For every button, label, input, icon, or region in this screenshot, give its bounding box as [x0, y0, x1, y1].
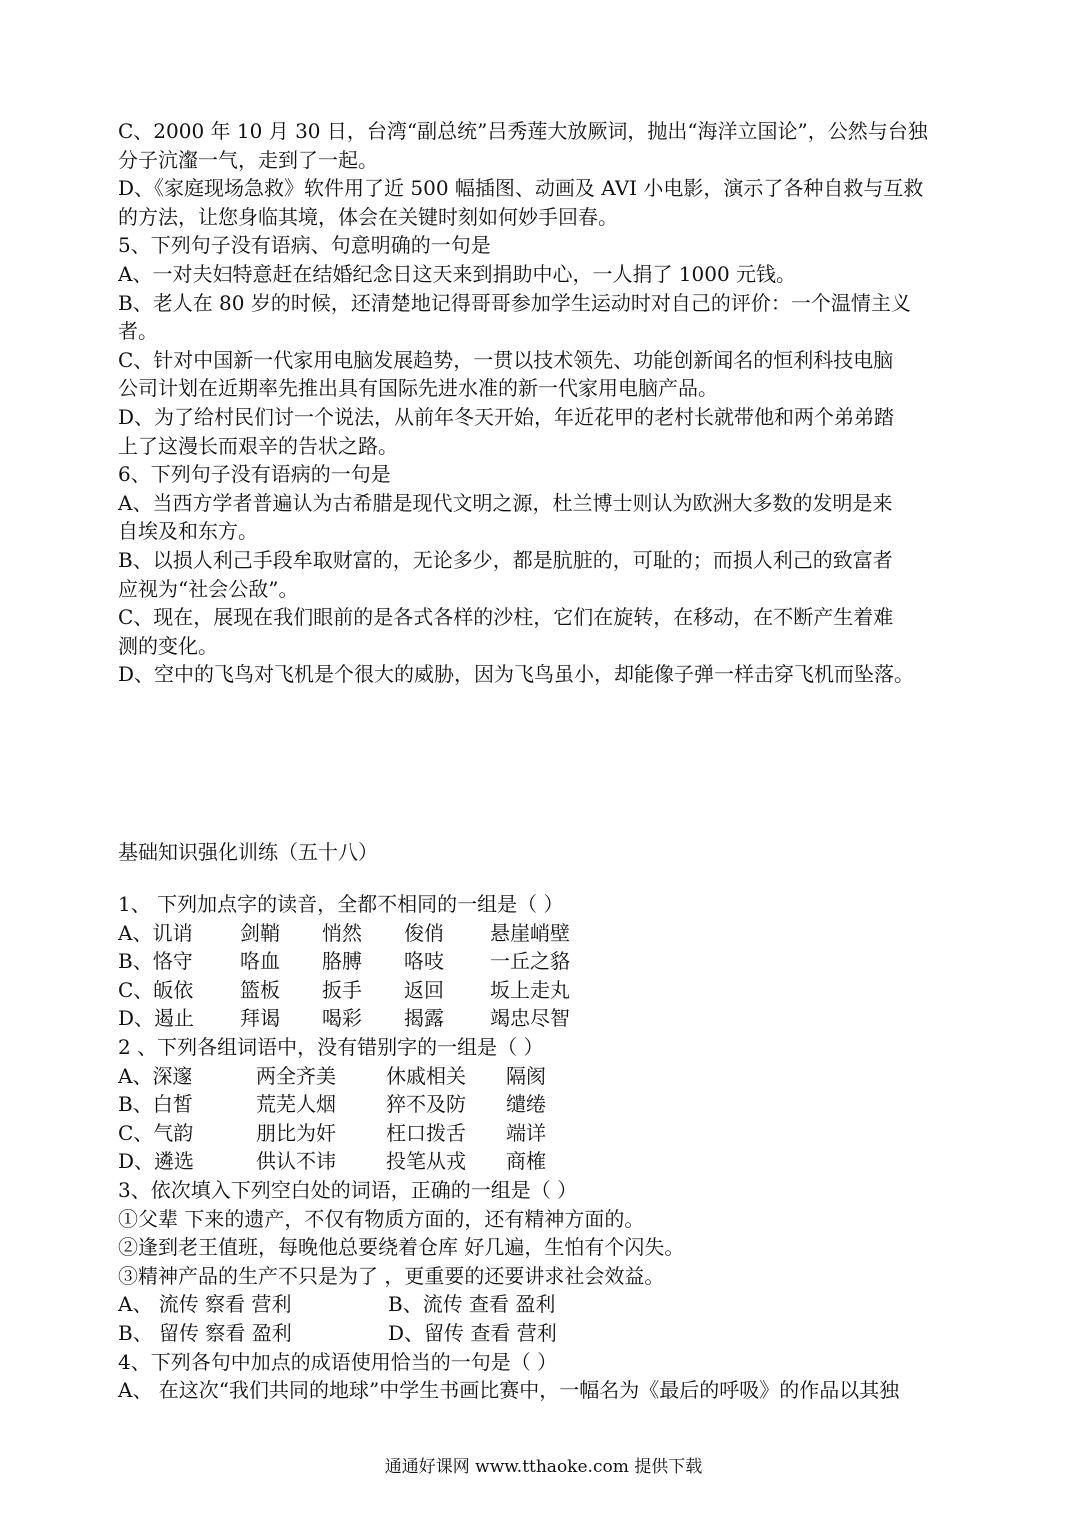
option-cell: 端详	[506, 1120, 546, 1145]
option-cell: D、遏止	[118, 1006, 195, 1031]
option-row	[118, 1062, 978, 1091]
option-row	[118, 1004, 978, 1033]
text-line: D、《家庭现场急救》软件用了近 500 幅插图、动画及 AVI 小电影，演示了各种自救与互救	[118, 176, 924, 201]
text-line: B、以损人利己手段牟取财富的，无论多少，都是肮脏的，可耻的；而损人利己的致富者	[118, 547, 893, 572]
option-cell: 喝彩	[322, 1006, 362, 1031]
text-line: 上了这漫长而艰辛的告状之路。	[118, 433, 398, 458]
text-line: ③精神产品的生产不只是为了 ，更重要的还要讲求社会效益。	[118, 1263, 665, 1288]
option-cell: A、 流传 察看 营利	[118, 1292, 292, 1317]
option-cell: 咯血	[240, 949, 280, 974]
option-cell: 揭露	[404, 1006, 444, 1031]
text-line: A、当西方学者普遍认为古希腊是现代文明之源，杜兰博士则认为欧洲大多数的发明是来	[118, 490, 893, 515]
top-text-block	[118, 117, 978, 689]
option-cell: 枉口拨舌	[386, 1120, 466, 1145]
text-line: C、2000 年 10 月 30 日，台湾“副总统”吕秀莲大放厥词，抛出“海洋立国论”，公然与台独	[118, 119, 928, 143]
option-cell: B、流传 查看 盈利	[388, 1292, 556, 1317]
text-line: 应视为“社会公敌”。	[118, 576, 299, 601]
text-line: D、空中的飞鸟对飞机是个很大的威胁，因为飞鸟虽小，却能像子弹一样击穿飞机而坠落。	[118, 662, 915, 687]
option-cell: 胳膊	[322, 949, 362, 974]
question-stem: 6、下列句子没有语病的一句是	[118, 462, 391, 487]
option-cell: 隔阂	[506, 1063, 546, 1088]
option-cell: 剑鞘	[240, 920, 280, 945]
text-line: C、针对中国新一代家用电脑发展趋势，一贯以技术领先、功能创新闻名的恒利科技电脑	[118, 347, 894, 372]
option-cell: 篮板	[240, 977, 280, 1002]
option-row	[118, 1147, 978, 1176]
text-line: 自埃及和东方。	[118, 519, 258, 544]
text-line: 测的变化。	[118, 633, 218, 658]
option-cell: 返回	[404, 977, 444, 1002]
text-line: A、 在这次“我们共同的地球”中学生书画比赛中，一幅名为《最后的呼吸》的作品以其独	[118, 1378, 900, 1403]
text-line: D、为了给村民们讨一个说法，从前年冬天开始，年近花甲的老村长就带他和两个弟弟踏	[118, 404, 895, 429]
question-stem: 5、下列句子没有语病、句意明确的一句是	[118, 233, 491, 258]
question-stem: 4、下列各句中加点的成语使用恰当的一句是（ ）	[118, 1349, 558, 1374]
question-stem: 1、 下列加点字的读音，全都不相同的一组是（ ）	[118, 892, 564, 916]
text-line: ②逢到老王值班，每晚他总要绕着仓库 好几遍，生怕有个闪失。	[118, 1235, 685, 1260]
option-row	[118, 947, 978, 976]
option-cell: B、 留传 察看 盈利	[118, 1320, 292, 1345]
option-cell: 一丘之貉	[490, 949, 570, 974]
option-row	[118, 976, 978, 1005]
question-stem: 2 、下列各组词语中，没有错别字的一组是（ ）	[118, 1034, 544, 1059]
option-cell: 朋比为奸	[256, 1120, 336, 1145]
option-cell: B、白皙	[118, 1092, 193, 1117]
text-line: 分子沆瀣一气，走到了一起。	[118, 147, 378, 172]
option-cell: 休戚相关	[386, 1063, 466, 1088]
option-row	[118, 1290, 978, 1319]
option-row	[118, 919, 978, 948]
option-cell: 猝不及防	[386, 1092, 466, 1117]
option-cell: D、遴选	[118, 1149, 195, 1174]
option-cell: 荒芜人烟	[256, 1092, 336, 1117]
option-cell: 投笔从戎	[386, 1149, 466, 1174]
text-line: ①父辈 下来的遗产，不仅有物质方面的，还有精神方面的。	[118, 1206, 645, 1231]
option-cell: 供认不讳	[256, 1149, 336, 1174]
section-title: 基础知识强化训练（五十八）	[118, 840, 378, 864]
option-row	[118, 1090, 978, 1119]
option-cell: 扳手	[322, 977, 362, 1002]
option-cell: C、气韵	[118, 1120, 194, 1145]
option-cell: 两全齐美	[256, 1063, 336, 1088]
option-cell: A、深邃	[118, 1063, 193, 1088]
page-footer: 通通好课网 www.tthaoke.com 提供下载	[384, 1457, 703, 1477]
option-cell: B、恪守	[118, 949, 193, 974]
option-cell: 俊俏	[404, 920, 444, 945]
option-cell: C、皈依	[118, 977, 194, 1002]
text-line: A、一对夫妇特意赶在结婚纪念日这天来到捐助中心，一人捐了 1000 元钱。	[118, 261, 797, 286]
option-cell: 悬崖峭壁	[490, 920, 570, 945]
text-line: C、现在，展现在我们眼前的是各式各样的沙柱，它们在旋转，在移动，在不断产生着难	[118, 605, 894, 630]
text-line: 者。	[118, 319, 158, 344]
option-cell: 悄然	[322, 920, 362, 945]
exercise-block	[118, 890, 978, 1405]
text-line: 的方法，让您身临其境，体会在关键时刻如何妙手回春。	[118, 204, 618, 229]
option-cell: A、讥诮	[118, 920, 193, 945]
option-row	[118, 1119, 978, 1148]
text-line: 公司计划在近期率先推出具有国际先进水准的新一代家用电脑产品。	[118, 376, 718, 401]
text-line: B、老人在 80 岁的时候，还清楚地记得哥哥参加学生运动时对自己的评价：一个温情主义	[118, 290, 911, 315]
option-cell: 缱绻	[506, 1092, 546, 1117]
option-row	[118, 1319, 978, 1348]
option-cell: 竭忠尽智	[490, 1006, 570, 1031]
question-stem: 3、依次填入下列空白处的词语，正确的一组是（ ）	[118, 1177, 578, 1202]
option-cell: 商榷	[506, 1149, 546, 1174]
option-cell: D、留传 查看 营利	[388, 1320, 557, 1345]
option-cell: 坂上走丸	[490, 977, 570, 1002]
option-cell: 咯吱	[404, 949, 444, 974]
option-cell: 拜谒	[240, 1006, 280, 1031]
